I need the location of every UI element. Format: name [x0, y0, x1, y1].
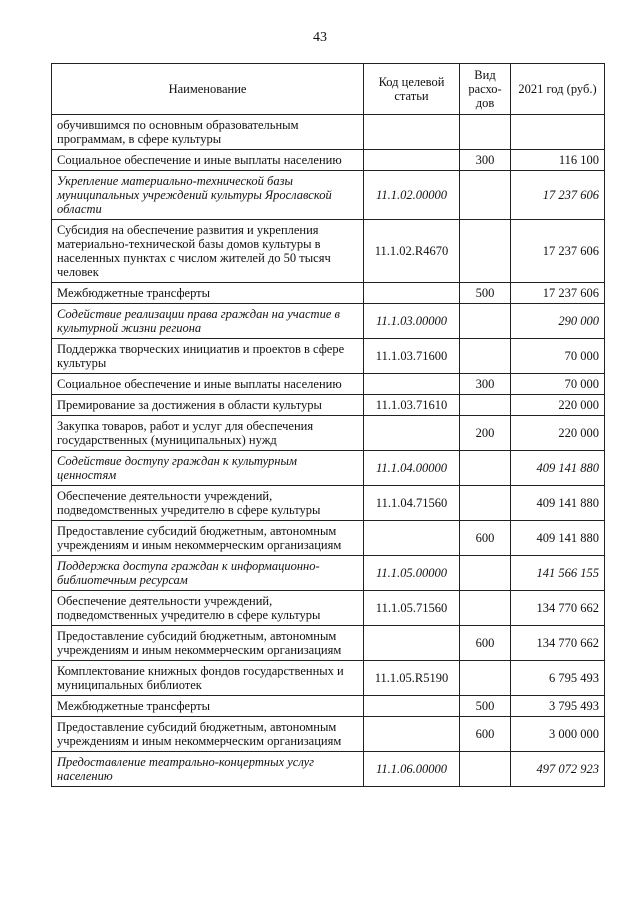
- table-row: [52, 521, 605, 556]
- cell-code: 11.1.06.00000: [364, 752, 460, 787]
- cell-kind: [460, 115, 511, 150]
- cell-code: 11.1.02.00000: [364, 171, 460, 220]
- table-row: [52, 374, 605, 395]
- table-header: [52, 64, 605, 115]
- cell-code: [364, 521, 460, 556]
- header-sum: 2021 год (руб.): [511, 64, 605, 115]
- cell-name: Предоставление субсидий бюджетным, автономным учреждениям и иным некоммерческим организациям: [52, 626, 364, 661]
- table-row: [52, 220, 605, 283]
- cell-kind: 500: [460, 696, 511, 717]
- cell-sum: 134 770 662: [511, 626, 605, 661]
- cell-sum: 290 000: [511, 304, 605, 339]
- cell-code: [364, 374, 460, 395]
- cell-code: 11.1.03.00000: [364, 304, 460, 339]
- cell-name: Предоставление театрально-концертных услуг населению: [52, 752, 364, 787]
- header-name: Наименование: [52, 64, 364, 115]
- table-row: [52, 339, 605, 374]
- cell-code: 11.1.04.71560: [364, 486, 460, 521]
- cell-name: Премирование за достижения в области культуры: [52, 395, 364, 416]
- cell-sum: 17 237 606: [511, 283, 605, 304]
- cell-name: Укрепление материально-технической базы муниципальных учреждений культуры Ярославской области: [52, 171, 364, 220]
- cell-code: 11.1.05.R5190: [364, 661, 460, 696]
- cell-sum: 6 795 493: [511, 661, 605, 696]
- cell-kind: [460, 556, 511, 591]
- cell-code: 11.1.03.71610: [364, 395, 460, 416]
- cell-sum: 497 072 923: [511, 752, 605, 787]
- table-row: [52, 486, 605, 521]
- table-row: [52, 696, 605, 717]
- table-row: [52, 150, 605, 171]
- cell-name: Поддержка творческих инициатив и проектов в сфере культуры: [52, 339, 364, 374]
- cell-kind: 200: [460, 416, 511, 451]
- cell-sum: 409 141 880: [511, 486, 605, 521]
- cell-sum: 409 141 880: [511, 451, 605, 486]
- cell-kind: 300: [460, 374, 511, 395]
- cell-code: 11.1.03.71600: [364, 339, 460, 374]
- cell-sum: 70 000: [511, 339, 605, 374]
- budget-table: [51, 63, 605, 787]
- cell-kind: [460, 339, 511, 374]
- cell-sum: 141 566 155: [511, 556, 605, 591]
- table-row: [52, 283, 605, 304]
- cell-name: обучившимся по основным образовательным программам, в сфере культуры: [52, 115, 364, 150]
- cell-kind: [460, 591, 511, 626]
- header-kind: Вид расхо-дов: [460, 64, 511, 115]
- table-row: [52, 451, 605, 486]
- cell-kind: 600: [460, 717, 511, 752]
- cell-kind: 500: [460, 283, 511, 304]
- cell-kind: [460, 171, 511, 220]
- cell-code: 11.1.02.R4670: [364, 220, 460, 283]
- cell-name: Обеспечение деятельности учреждений, подведомственных учредителю в сфере культуры: [52, 486, 364, 521]
- cell-kind: [460, 486, 511, 521]
- cell-name: Комплектование книжных фондов государственных и муниципальных библиотек: [52, 661, 364, 696]
- cell-name: Предоставление субсидий бюджетным, автономным учреждениям и иным некоммерческим организациям: [52, 717, 364, 752]
- cell-code: [364, 150, 460, 171]
- cell-kind: 600: [460, 521, 511, 556]
- cell-code: [364, 115, 460, 150]
- cell-name: Содействие доступу граждан к культурным ценностям: [52, 451, 364, 486]
- cell-kind: 600: [460, 626, 511, 661]
- cell-code: 11.1.05.00000: [364, 556, 460, 591]
- table-row: [52, 304, 605, 339]
- table-row: [52, 717, 605, 752]
- table-row: [52, 556, 605, 591]
- table-row: [52, 661, 605, 696]
- cell-kind: [460, 752, 511, 787]
- table-row: [52, 395, 605, 416]
- table-body: [52, 115, 605, 787]
- cell-name: Социальное обеспечение и иные выплаты населению: [52, 374, 364, 395]
- page-number: 43: [313, 30, 327, 45]
- cell-sum: 3 795 493: [511, 696, 605, 717]
- cell-sum: [511, 115, 605, 150]
- table-row: [52, 752, 605, 787]
- cell-name: Обеспечение деятельности учреждений, подведомственных учредителю в сфере культуры: [52, 591, 364, 626]
- cell-sum: 17 237 606: [511, 171, 605, 220]
- cell-sum: 116 100: [511, 150, 605, 171]
- table-row: [52, 416, 605, 451]
- cell-code: [364, 717, 460, 752]
- header-code: Код целевой статьи: [364, 64, 460, 115]
- cell-sum: 220 000: [511, 416, 605, 451]
- cell-sum: 409 141 880: [511, 521, 605, 556]
- cell-kind: 300: [460, 150, 511, 171]
- cell-code: [364, 283, 460, 304]
- cell-name: Предоставление субсидий бюджетным, автономным учреждениям и иным некоммерческим организациям: [52, 521, 364, 556]
- cell-name: Поддержка доступа граждан к информационно-библиотечным ресурсам: [52, 556, 364, 591]
- cell-kind: [460, 220, 511, 283]
- cell-kind: [460, 395, 511, 416]
- table-row: [52, 626, 605, 661]
- cell-code: [364, 696, 460, 717]
- table-row: [52, 115, 605, 150]
- cell-name: Содействие реализации права граждан на участие в культурной жизни региона: [52, 304, 364, 339]
- cell-code: 11.1.05.71560: [364, 591, 460, 626]
- cell-sum: 70 000: [511, 374, 605, 395]
- cell-sum: 220 000: [511, 395, 605, 416]
- cell-name: Межбюджетные трансферты: [52, 283, 364, 304]
- cell-name: Закупка товаров, работ и услуг для обеспечения государственных (муниципальных) нужд: [52, 416, 364, 451]
- cell-code: 11.1.04.00000: [364, 451, 460, 486]
- table-row: [52, 591, 605, 626]
- cell-sum: 17 237 606: [511, 220, 605, 283]
- cell-name: Субсидия на обеспечение развития и укрепления материально-технической базы домов культуры в населенных пунктах с числом жителей до 50 тысяч человек: [52, 220, 364, 283]
- cell-kind: [460, 451, 511, 486]
- cell-code: [364, 626, 460, 661]
- cell-code: [364, 416, 460, 451]
- cell-kind: [460, 304, 511, 339]
- cell-sum: 134 770 662: [511, 591, 605, 626]
- cell-sum: 3 000 000: [511, 717, 605, 752]
- cell-kind: [460, 661, 511, 696]
- table-row: [52, 171, 605, 220]
- cell-name: Межбюджетные трансферты: [52, 696, 364, 717]
- cell-name: Социальное обеспечение и иные выплаты населению: [52, 150, 364, 171]
